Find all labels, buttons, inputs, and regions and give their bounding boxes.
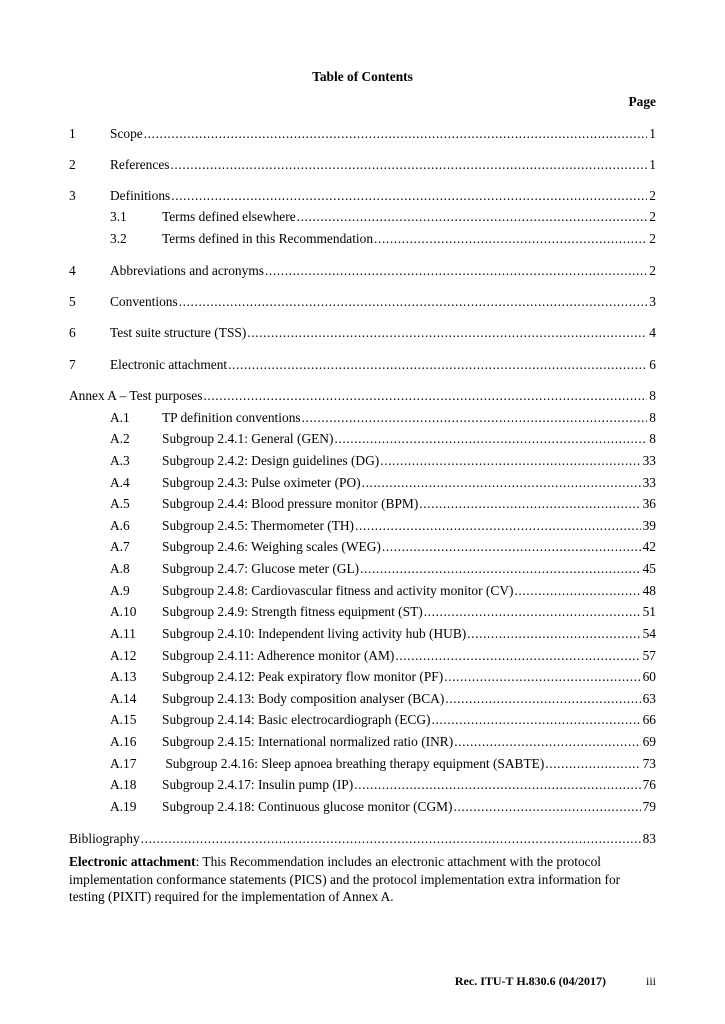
clause-title: Terms defined in this Recommendation	[162, 231, 374, 246]
page-number: 42	[642, 539, 656, 554]
dot-leader	[170, 156, 647, 174]
clause-number: A.2	[110, 431, 130, 446]
page-number: 73	[642, 756, 656, 771]
page-number: 66	[642, 712, 656, 727]
toc-title: Table of Contents	[312, 69, 413, 84]
clause-number: A.16	[110, 734, 137, 749]
page-number: 33	[642, 453, 656, 468]
toc-entry[interactable]	[0, 208, 725, 226]
page-number: 60	[642, 669, 656, 684]
dot-leader	[144, 125, 648, 143]
clause-title: Subgroup 2.4.9: Strength fitness equipment (ST)	[162, 604, 423, 619]
toc-entry[interactable]	[0, 755, 725, 773]
toc-entry[interactable]	[0, 324, 725, 342]
page-number: 76	[642, 777, 656, 792]
footer-recommendation-ref: Rec. ITU-T H.830.6 (04/2017)	[454, 974, 606, 988]
toc-entry-annex[interactable]	[0, 387, 725, 405]
note-label: Electronic attachment	[69, 854, 196, 869]
clause-title: Definitions	[110, 188, 171, 203]
toc-entry[interactable]	[0, 474, 725, 492]
clause-title: References	[110, 157, 170, 172]
toc-entry[interactable]	[0, 430, 725, 448]
dot-leader	[432, 711, 641, 729]
clause-number: A.8	[110, 561, 130, 576]
clause-title: Scope	[110, 126, 143, 141]
dot-leader	[454, 733, 640, 751]
toc-entry[interactable]	[0, 798, 725, 816]
page-number: 1	[649, 157, 656, 172]
clause-number: A.9	[110, 583, 130, 598]
dot-leader	[419, 495, 640, 513]
page-number: 2	[649, 231, 656, 246]
dot-leader	[355, 517, 641, 535]
dot-leader	[444, 668, 640, 686]
dot-leader	[362, 474, 641, 492]
toc-entry[interactable]	[0, 230, 725, 248]
toc-entry[interactable]	[0, 495, 725, 513]
dot-leader	[360, 560, 641, 578]
clause-title: Subgroup 2.4.15: International normalized ratio (INR)	[162, 734, 454, 749]
page-number: 4	[649, 325, 656, 340]
page-number: 8	[649, 410, 656, 425]
clause-number: A.14	[110, 691, 137, 706]
page-number: 2	[649, 188, 656, 203]
clause-title: Subgroup 2.4.6: Weighing scales (WEG)	[162, 539, 381, 554]
clause-title: Subgroup 2.4.4: Blood pressure monitor (BPM)	[162, 496, 419, 511]
electronic-attachment-note	[69, 853, 659, 906]
clause-title: Subgroup 2.4.2: Design guidelines (DG)	[162, 453, 380, 468]
page-number: 48	[642, 583, 656, 598]
toc-entry[interactable]	[0, 517, 725, 535]
toc-entry[interactable]	[0, 293, 725, 311]
clause-title: Subgroup 2.4.7: Glucose meter (GL)	[162, 561, 360, 576]
dot-leader	[354, 776, 640, 794]
page-number: 3	[649, 294, 656, 309]
clause-title: Subgroup 2.4.17: Insulin pump (IP)	[162, 777, 354, 792]
dot-leader	[454, 798, 641, 816]
page-number: 63	[642, 691, 656, 706]
clause-number: A.17	[110, 756, 137, 771]
page-number: 69	[642, 734, 656, 749]
toc-entry[interactable]	[0, 409, 725, 427]
toc-entry-bibliography[interactable]	[0, 830, 725, 848]
page-number: 39	[642, 518, 656, 533]
page-number: 54	[642, 626, 656, 641]
clause-title: Subgroup 2.4.14: Basic electrocardiograph (ECG)	[162, 712, 431, 727]
clause-title: Subgroup 2.4.1: General (GEN)	[162, 431, 334, 446]
clause-number: 4	[69, 263, 76, 278]
clause-title: Abbreviations and acronyms	[110, 263, 264, 278]
clause-title: Subgroup 2.4.13: Body composition analyser (BCA)	[162, 691, 445, 706]
toc-entry[interactable]	[0, 125, 725, 143]
page-column-header: Page	[628, 94, 656, 109]
clause-title: Conventions	[110, 294, 178, 309]
clause-number: A.12	[110, 648, 137, 663]
toc-entry[interactable]	[0, 733, 725, 751]
page-number: 8	[649, 431, 656, 446]
clause-number: A.10	[110, 604, 137, 619]
page-number: 2	[649, 263, 656, 278]
bibliography-title: Bibliography	[69, 831, 140, 846]
toc-entry[interactable]	[0, 647, 725, 665]
dot-leader	[395, 647, 640, 665]
clause-title: Subgroup 2.4.5: Thermometer (TH)	[162, 518, 355, 533]
toc-entry[interactable]	[0, 690, 725, 708]
annex-title: Annex A – Test purposes	[69, 388, 203, 403]
dot-leader	[302, 409, 648, 427]
clause-title: Test suite structure (TSS)	[110, 325, 247, 340]
toc-entry[interactable]	[0, 262, 725, 280]
clause-title: Subgroup 2.4.10: Independent living activity hub (HUB)	[162, 626, 467, 641]
clause-number: 7	[69, 357, 76, 372]
clause-number: 1	[69, 126, 76, 141]
clause-number: A.7	[110, 539, 130, 554]
clause-title: Terms defined elsewhere	[162, 209, 296, 224]
page-number: 1	[649, 126, 656, 141]
clause-number: A.1	[110, 410, 130, 425]
toc-entry[interactable]	[0, 156, 725, 174]
page-number: 45	[642, 561, 656, 576]
clause-title: Subgroup 2.4.11: Adherence monitor (AM)	[162, 648, 395, 663]
dot-leader	[545, 755, 640, 773]
clause-title: Subgroup 2.4.18: Continuous glucose monitor (CGM)	[162, 799, 453, 814]
clause-number: 5	[69, 294, 76, 309]
page-number: 83	[642, 831, 656, 846]
dot-leader	[297, 208, 648, 226]
clause-title: Subgroup 2.4.12: Peak expiratory flow monitor (PF)	[162, 669, 444, 684]
toc-entry[interactable]	[0, 668, 725, 686]
clause-number: A.6	[110, 518, 130, 533]
page-number: 8	[649, 388, 656, 403]
page-number: 57	[642, 648, 656, 663]
dot-leader	[228, 356, 647, 374]
dot-leader	[247, 324, 647, 342]
page-number: 6	[649, 357, 656, 372]
page-number: 51	[642, 604, 656, 619]
clause-number: A.13	[110, 669, 137, 684]
toc-entry[interactable]	[0, 452, 725, 470]
dot-leader	[265, 262, 647, 280]
dot-leader	[382, 538, 641, 556]
page-number: 33	[642, 475, 656, 490]
dot-leader	[179, 293, 648, 311]
clause-title: Subgroup 2.4.16: Sleep apnoea breathing therapy equipment (SABTE)	[162, 756, 545, 771]
toc-entry[interactable]	[0, 711, 725, 729]
dot-leader	[203, 387, 647, 405]
clause-number: A.15	[110, 712, 137, 727]
toc-entry[interactable]	[0, 603, 725, 621]
clause-title: Electronic attachment	[110, 357, 228, 372]
dot-leader	[445, 690, 640, 708]
clause-number: 3.1	[110, 209, 127, 224]
page-number: 2	[649, 209, 656, 224]
page-number: 79	[642, 799, 656, 814]
dot-leader	[171, 187, 647, 205]
clause-number: 3.2	[110, 231, 127, 246]
page-number: 36	[642, 496, 656, 511]
toc-entry[interactable]	[0, 560, 725, 578]
dot-leader	[374, 230, 647, 248]
toc-entry[interactable]	[0, 187, 725, 205]
clause-number: A.4	[110, 475, 130, 490]
clause-title: Subgroup 2.4.8: Cardiovascular fitness and activity monitor (CV)	[162, 583, 514, 598]
dot-leader	[141, 830, 641, 848]
toc-entry[interactable]	[0, 582, 725, 600]
clause-title: TP definition conventions	[162, 410, 301, 425]
dot-leader	[334, 430, 647, 448]
dot-leader	[467, 625, 640, 643]
dot-leader	[380, 452, 640, 470]
clause-number: 3	[69, 188, 76, 203]
clause-number: A.19	[110, 799, 137, 814]
clause-number: A.3	[110, 453, 130, 468]
dot-leader	[514, 582, 640, 600]
dot-leader	[424, 603, 641, 621]
toc-entry[interactable]	[0, 776, 725, 794]
note-text: : This Recommendation includes an electronic attachment with the protocol implementation conformance statements (PICS) and the protocol implementation extra information for testing (PIXIT) required for the implementation of Annex A.	[69, 854, 621, 904]
clause-number: A.5	[110, 496, 130, 511]
toc-entry[interactable]	[0, 538, 725, 556]
clause-number: A.11	[110, 626, 136, 641]
footer-page-number: iii	[645, 974, 656, 988]
clause-number: A.18	[110, 777, 137, 792]
clause-number: 6	[69, 325, 76, 340]
clause-number: 2	[69, 157, 76, 172]
toc-entry[interactable]	[0, 356, 725, 374]
clause-title: Subgroup 2.4.3: Pulse oximeter (PO)	[162, 475, 361, 490]
toc-entry[interactable]	[0, 625, 725, 643]
